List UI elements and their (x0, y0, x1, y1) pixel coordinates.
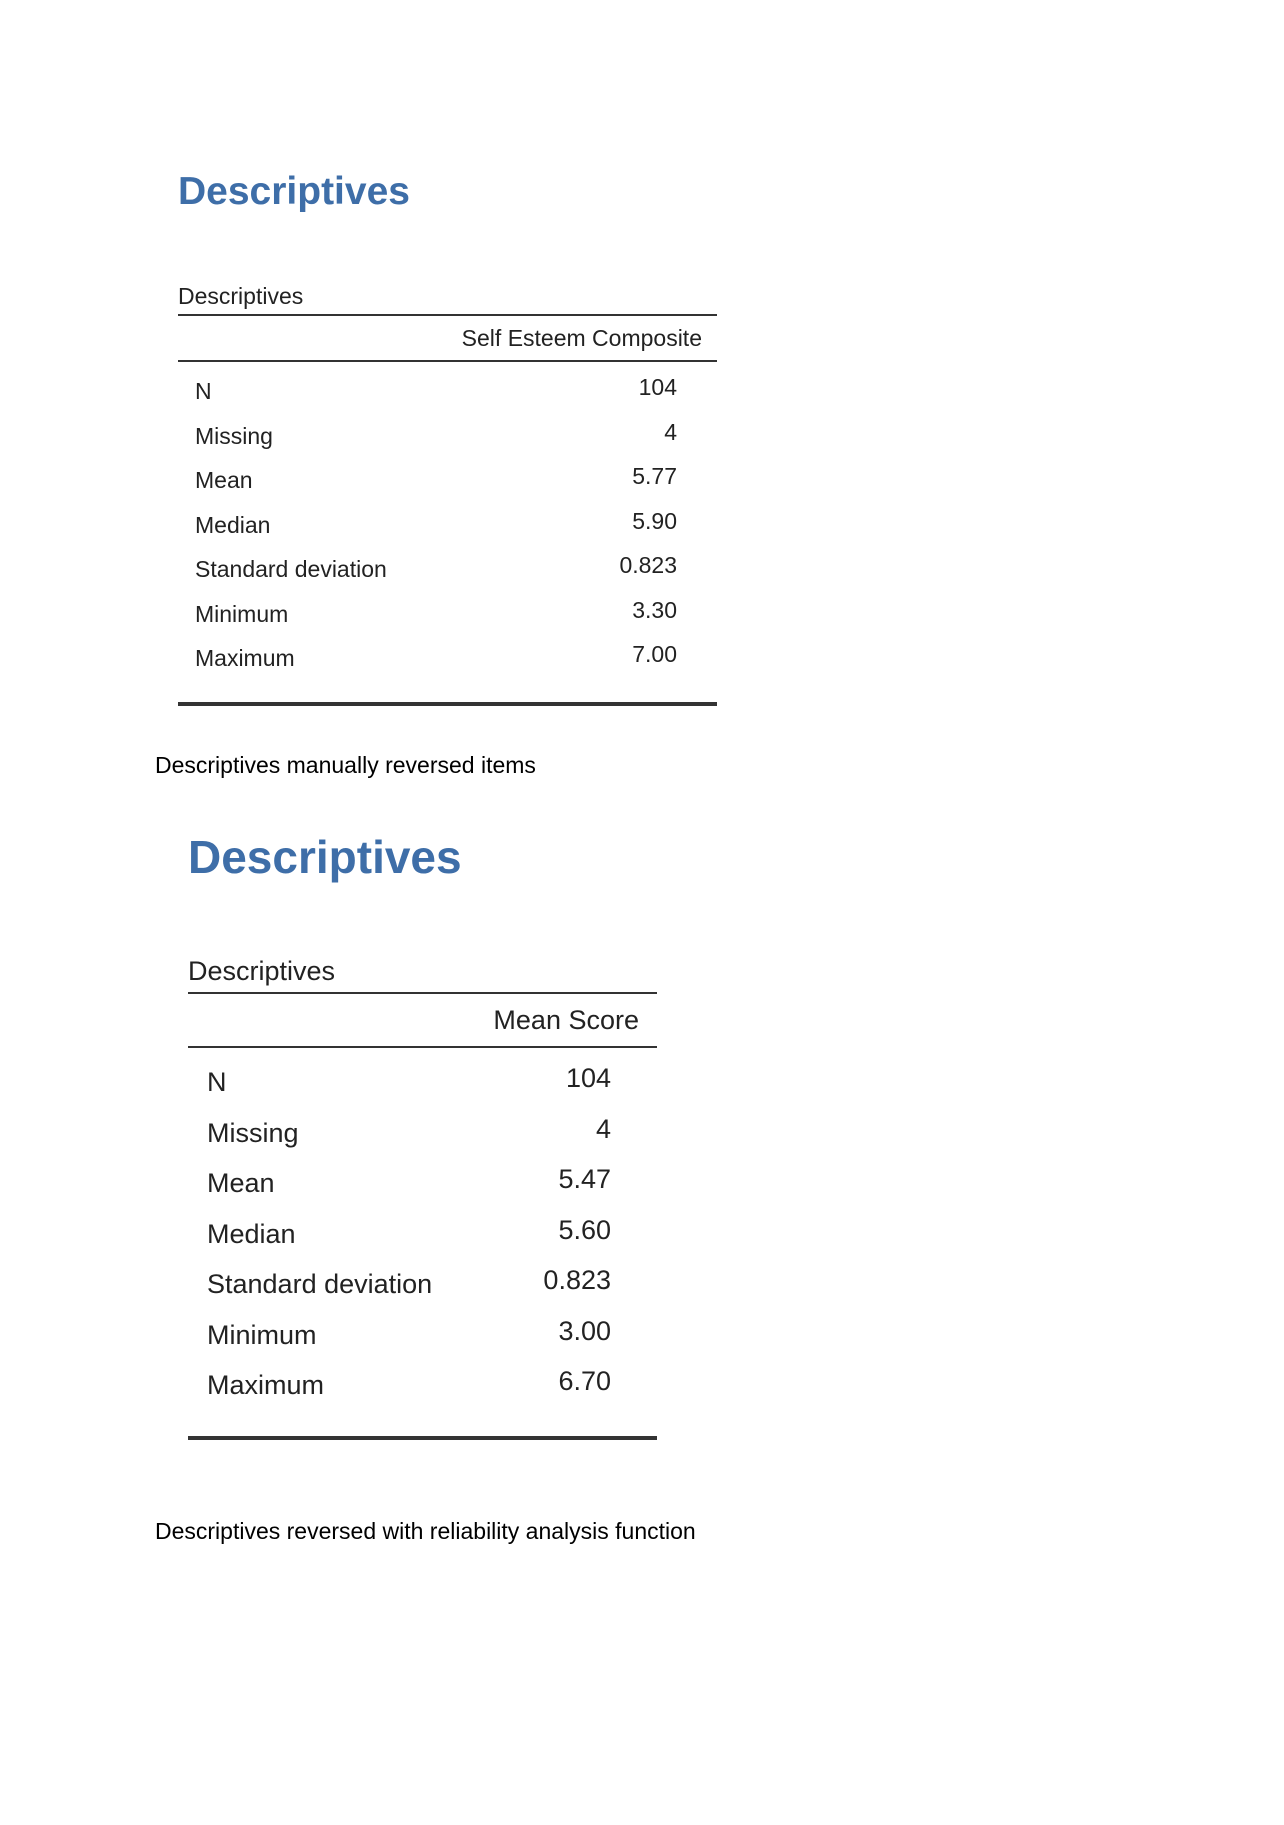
descriptives-table-2 (188, 950, 657, 1440)
row-value: 4 (664, 418, 677, 445)
row-value: 5.77 (632, 463, 677, 489)
table-row (178, 643, 717, 688)
table-row (178, 596, 717, 644)
table-body (188, 1048, 657, 1436)
table-bottom-rule (188, 1436, 657, 1440)
table-bottom-rule (178, 702, 717, 706)
table-row (178, 554, 717, 599)
table-row (188, 1315, 657, 1369)
table-body (178, 362, 717, 702)
row-value: 7.00 (632, 641, 677, 667)
row-label: Standard deviation (207, 1269, 433, 1299)
table-row (188, 1214, 657, 1268)
column-header: Mean Score (493, 1005, 639, 1035)
row-value: 104 (565, 1063, 611, 1093)
table-row (188, 1267, 657, 1318)
table-row (188, 1368, 657, 1419)
row-value: 0.823 (619, 552, 677, 578)
row-label: Maximum (207, 1370, 325, 1400)
row-label: Mean (207, 1168, 275, 1198)
row-label: N (195, 378, 212, 404)
table-caption: Descriptives (188, 956, 336, 986)
table-row (178, 376, 717, 421)
row-label: Mean (195, 467, 253, 493)
caption-manually-reversed: Descriptives manually reversed items (155, 752, 536, 778)
table-row (188, 1065, 657, 1116)
row-label: Missing (195, 422, 273, 449)
row-label: Minimum (207, 1319, 317, 1350)
section2-heading: Descriptives (188, 831, 462, 883)
row-label: Standard deviation (195, 556, 387, 582)
row-label: Median (207, 1218, 296, 1249)
row-value: 6.70 (558, 1366, 611, 1396)
row-value: 5.47 (558, 1164, 611, 1194)
row-value: 5.90 (632, 507, 677, 534)
row-value: 5.60 (558, 1214, 611, 1245)
column-header: Self Esteem Composite (461, 325, 702, 351)
section1-heading: Descriptives (178, 170, 410, 213)
table-row (188, 1113, 657, 1167)
table-row (188, 1166, 657, 1217)
row-label: Missing (207, 1117, 299, 1148)
row-label: N (207, 1067, 227, 1097)
row-value: 3.00 (558, 1315, 611, 1346)
row-label: Minimum (195, 600, 289, 627)
caption-reliability-reversed: Descriptives reversed with reliability analysis function (155, 1518, 696, 1544)
row-value: 3.30 (632, 596, 677, 623)
descriptives-table-1 (178, 278, 717, 706)
table-caption: Descriptives (178, 283, 304, 309)
table-row (178, 465, 717, 510)
row-label: Median (195, 511, 271, 538)
row-value: 0.823 (543, 1265, 611, 1295)
table-row (178, 507, 717, 555)
row-value: 104 (638, 374, 677, 400)
row-value: 4 (595, 1113, 611, 1144)
table-row (178, 418, 717, 466)
row-label: Maximum (195, 645, 295, 671)
